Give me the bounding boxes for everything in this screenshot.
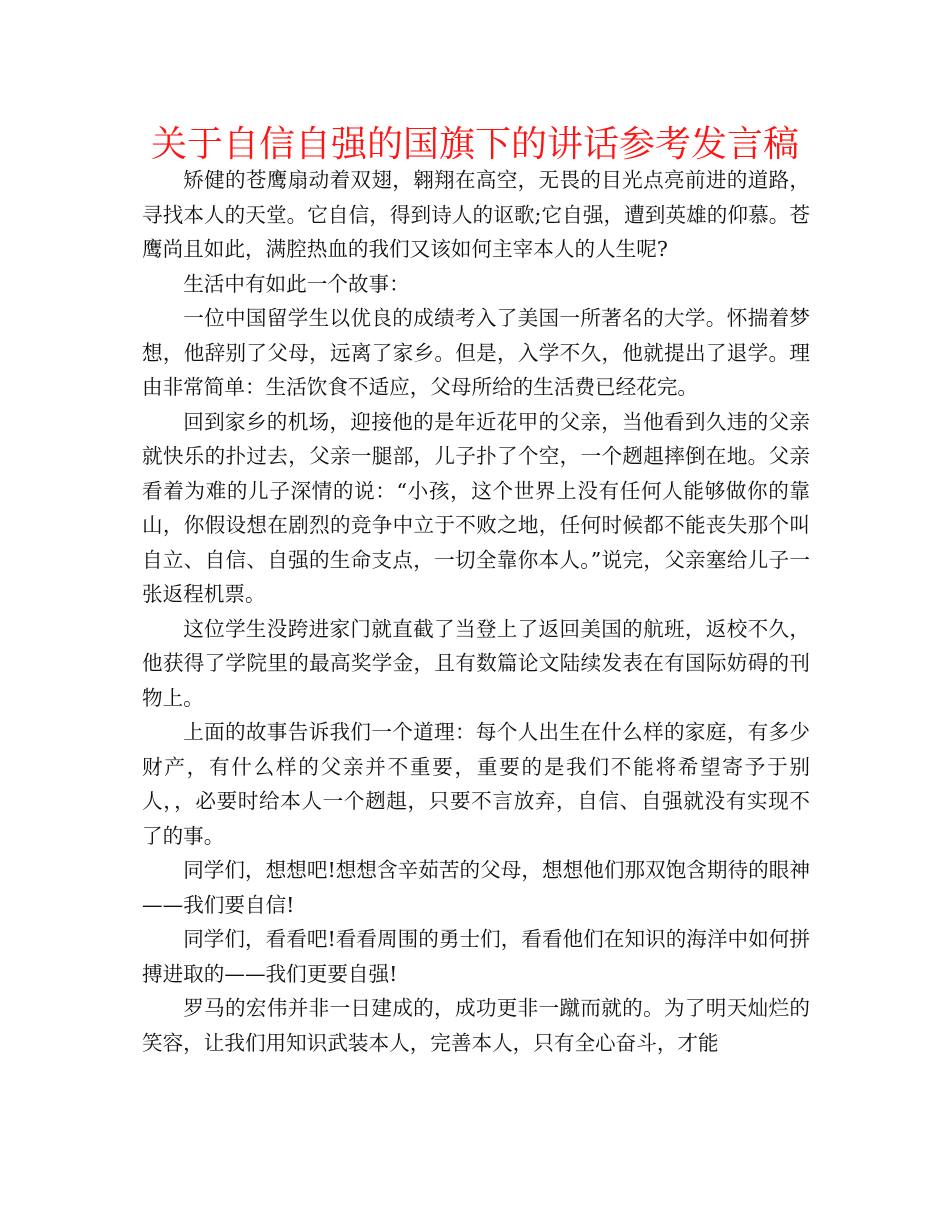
paragraph-8: 同学们，看看吧!看看周围的勇士们，看看他们在知识的海洋中如何拼搏进取的——我们更要自强! [142,927,810,986]
paragraph-4: 回到家乡的机场，迎接他的是年近花甲的父亲，当他看到久违的父亲就快乐的扑过去，父亲一腿部，儿子扑了个空，一个趔趄摔倒在地。父亲看着为难的儿子深情的说：“小孩，这个世界上没有任何人能够做你的靠山，你假设想在剧烈的竞争中立于不败之地，任何时候都不能丧失那个叫自立、自信、自强的生命支点，一切全靠你本人。”说完，父亲塞给儿子一张返程机票。 [142,409,810,606]
paragraph-2: 生活中有如此一个故事： [183,271,410,296]
paragraph-1: 矫健的苍鹰扇动着双翅，翱翔在高空，无畏的目光点亮前进的道路，寻找本人的天堂。它自信，得到诗人的讴歌;它自强，遭到英雄的仰慕。苍鹰尚且如此，满腔热血的我们又该如何主宰本人的人生呢? [142,168,810,261]
document-title: 关于自信自强的国旗下的讲话参考发言稿 [150,124,799,165]
paragraph-6: 上面的故事告诉我们一个道理：每个人出生在什么样的家庭，有多少财产，有什么样的父亲并不重要，重要的是我们不能将希望寄予于别人，，必要时给本人一个趔趄，只要不言放弃，自信、自强就没有实现不了的事。 [142,720,810,848]
paragraph-5: 这位学生没跨进家门就直截了当登上了返回美国的航班，返校不久，他获得了学院里的最高奖学金，且有数篇论文陆续发表在有国际妨碍的刊物上。 [142,616,810,710]
document-body [142,163,810,1060]
paragraph-9: 罗马的宏伟并非一日建成的，成功更非一蹴而就的。为了明天灿烂的笑容，让我们用知识武装本人，完善本人，只有全心奋斗，才能 [142,996,810,1055]
paragraph-3: 一位中国留学生以优良的成绩考入了美国一所著名的大学。怀揣着梦想，他辞别了父母，远离了家乡。但是，入学不久，他就提出了退学。理由非常简单：生活饮食不适应，父母所给的生活费已经花完。 [142,306,810,399]
paragraph-7: 同学们，想想吧!想想含辛茹苦的父母，想想他们那双饱含期待的眼神——我们要自信! [142,858,810,917]
